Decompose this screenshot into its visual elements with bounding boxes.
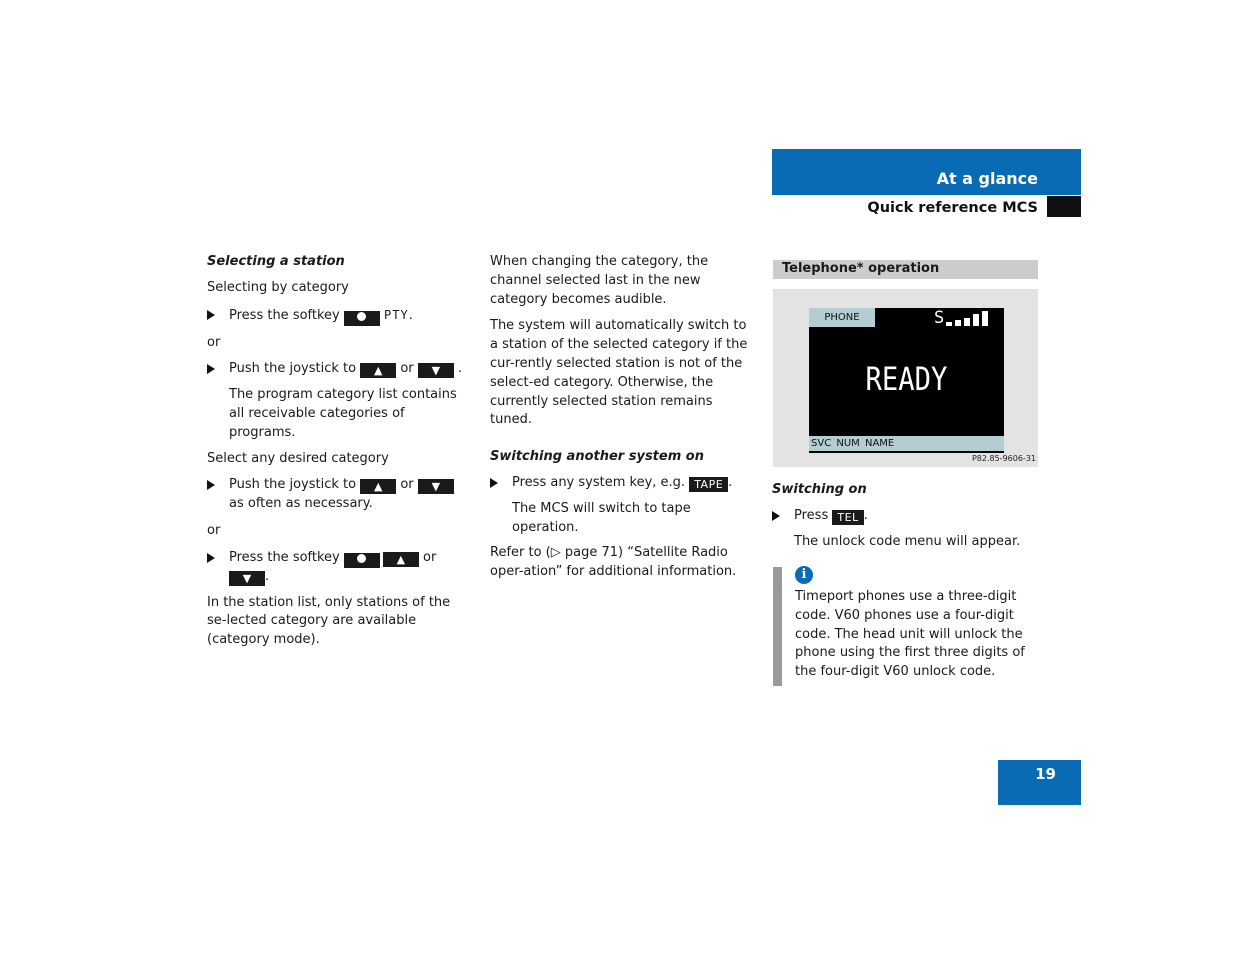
display-signal-label: S	[934, 308, 945, 328]
text-selecting-by-category: Selecting by category	[207, 279, 349, 295]
note-marker	[773, 567, 782, 686]
column-3	[772, 481, 1042, 551]
triangle-right-icon	[490, 478, 498, 488]
text-tape-operation: The MCS will switch to tape operation.	[512, 500, 691, 535]
section-bar-telephone: Telephone* operation	[773, 260, 1038, 279]
heading-selecting-station: Selecting a station	[207, 254, 345, 269]
step-press-softkey-arrows: Press the softkey ▲ or ▼ .	[207, 549, 469, 587]
text-or: or	[207, 334, 221, 350]
display-ready-text: READY	[865, 360, 948, 398]
up-arrow-key-icon: ▲	[383, 552, 419, 567]
display-label-svc: SVC	[811, 438, 832, 449]
triangle-right-icon	[207, 364, 215, 374]
up-arrow-key-icon: ▲	[360, 363, 396, 378]
heading-switching-system: Switching another system on	[490, 449, 704, 465]
header-marker	[1047, 196, 1081, 217]
text-changing-category: When changing the category, the channel selected last in the new category becomes audible.	[490, 254, 709, 307]
column-1	[207, 253, 469, 650]
triangle-right-icon	[207, 310, 215, 320]
page-number: 19	[1035, 765, 1056, 783]
info-icon: i	[795, 566, 813, 584]
softkey-dot-icon	[344, 311, 380, 326]
text-refer-satellite: Refer to (▷ page 71) “Satellite Radio oper-ation” for additional information.	[490, 545, 737, 580]
text-or: or	[207, 522, 221, 538]
step-press-system-key: Press any system key, e.g. TAPE .	[490, 474, 758, 493]
display-label-name: NAME	[864, 438, 895, 449]
column-2	[490, 253, 758, 582]
tel-key-icon: TEL	[832, 510, 863, 525]
text-select-category: Select any desired category	[207, 450, 389, 466]
text-unlock-menu: The unlock code menu will appear.	[794, 533, 1021, 549]
note-text: Timeport phones use a three-digit code. V60 phones use a four-digit code. The head unit will unlock the phone using the first three digits of the four-digit V60 unlock code.	[795, 589, 1025, 680]
triangle-right-icon	[207, 553, 215, 563]
down-arrow-key-icon: ▼	[418, 479, 454, 494]
display-softkey-labels	[809, 436, 1004, 451]
up-arrow-key-icon: ▲	[360, 479, 396, 494]
triangle-right-icon	[207, 480, 215, 490]
subsection-title: Quick reference MCS	[867, 200, 1038, 216]
text-auto-switch: The system will automatically switch to a station of the selected category if the cur-rently selected station is not of the select-ed category. Otherwise, the currently selected station remains tuned.	[490, 318, 748, 428]
text-category-list: The program category list contains all receivable categories of programs.	[229, 387, 457, 440]
down-arrow-key-icon: ▼	[418, 363, 454, 378]
triangle-right-icon	[772, 511, 780, 521]
step-press-softkey-pty: Press the softkey PTY.	[207, 306, 469, 326]
step-push-joystick: Push the joystick to ▲ or ▼ .	[207, 360, 469, 379]
step-press-tel: Press TEL .	[772, 507, 1042, 526]
text-station-list: In the station list, only stations of the se-lected category are available (category mode).	[207, 594, 451, 648]
softkey-dot-icon	[344, 553, 380, 568]
display-phone-label: PHONE	[809, 308, 875, 327]
step-push-joystick-often: Push the joystick to ▲ or ▼ as often as necessary.	[207, 476, 469, 514]
down-arrow-key-icon: ▼	[229, 571, 265, 586]
image-reference: P82.85-9606-31	[971, 454, 1036, 463]
heading-switching-on: Switching on	[772, 482, 867, 497]
signal-strength-icon	[946, 311, 991, 326]
tape-key-icon: TAPE	[689, 477, 728, 492]
display-label-num: NUM	[836, 438, 860, 449]
section-title: At a glance	[936, 169, 1038, 188]
